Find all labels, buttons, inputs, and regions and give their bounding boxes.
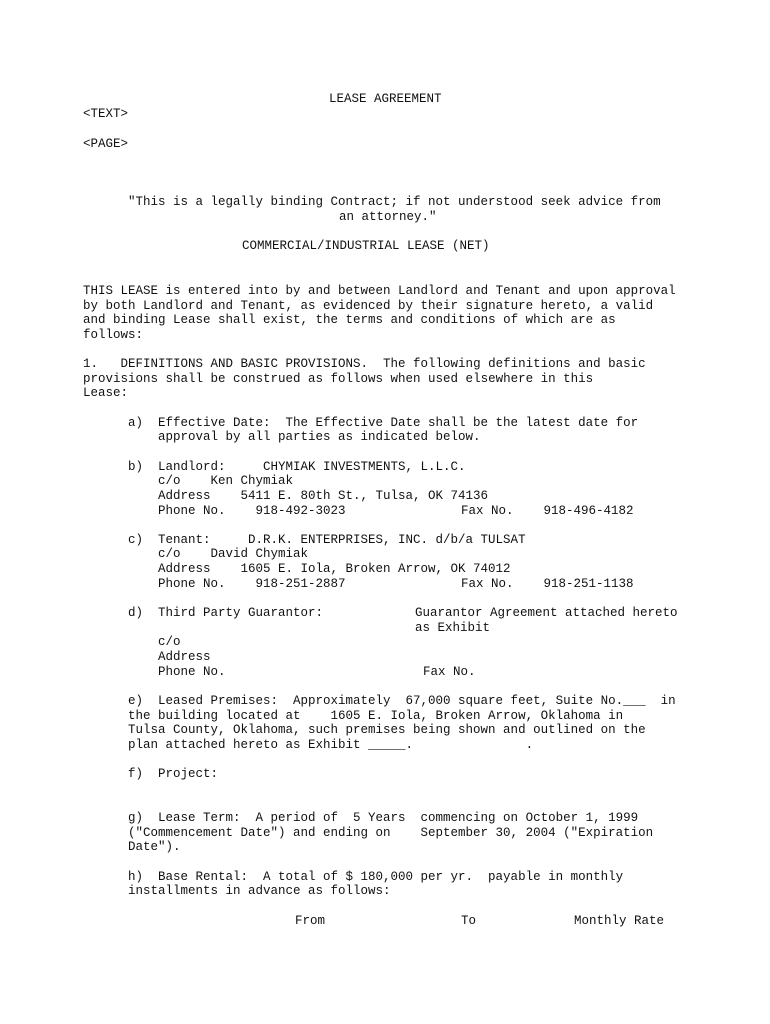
item-d-address: Address — [128, 650, 211, 664]
item-c-fax: Fax No. 918-251-1138 — [461, 577, 634, 591]
lease-subtitle: COMMERCIAL/INDUSTRIAL LEASE (NET) — [242, 239, 490, 253]
item-b-phone: Phone No. 918-492-3023 — [128, 504, 346, 518]
item-f-project: f) Project: — [128, 767, 219, 781]
intro-line: by both Landlord and Tenant, as evidenced by their signature hereto, a valid — [83, 299, 654, 313]
rent-table-header-from: From — [295, 914, 326, 928]
item-a-effective-date: a) Effective Date: The Effective Date shall be the latest date for — [128, 416, 639, 430]
item-c-care-of: c/o David Chymiak — [128, 547, 309, 561]
item-h-base-rental: h) Base Rental: A total of $ 180,000 per yr. payable in monthly — [128, 870, 624, 884]
intro-line: follows: — [83, 328, 144, 342]
item-c-tenant: c) Tenant: D.R.K. ENTERPRISES, INC. d/b/a TULSAT — [128, 533, 526, 547]
item-d-phone: Phone No. — [128, 665, 226, 679]
item-e-line: Tulsa County, Oklahoma, such premises being shown and outlined on the — [128, 723, 646, 737]
item-e-leased-premises: e) Leased Premises: Approximately 67,000 square feet, Suite No.___ in — [128, 694, 676, 708]
document-title: LEASE AGREEMENT — [329, 92, 442, 106]
section-1-line: provisions shall be construed as follows when used elsewhere in this — [83, 372, 594, 386]
text-tag: <TEXT> — [83, 107, 129, 121]
rent-table-header-rate: Monthly Rate — [574, 914, 665, 928]
legal-notice-line-2: an attorney." — [339, 210, 437, 224]
section-1-heading: 1. DEFINITIONS AND BASIC PROVISIONS. The following definitions and basic — [83, 357, 646, 371]
item-g-lease-term: g) Lease Term: A period of 5 Years commencing on October 1, 1999 — [128, 811, 639, 825]
item-b-care-of: c/o Ken Chymiak — [128, 474, 294, 488]
item-a-line: approval by all parties as indicated below. — [128, 430, 481, 444]
item-c-phone: Phone No. 918-251-2887 — [128, 577, 346, 591]
intro-line: THIS LEASE is entered into by and between Landlord and Tenant and upon approval — [83, 284, 676, 298]
item-g-line: ("Commencement Date") and ending on September 30, 2004 ("Expiration — [128, 826, 654, 840]
item-e-line: the building located at 1605 E. Iola, Broken Arrow, Oklahoma in — [128, 709, 624, 723]
item-b-address: Address 5411 E. 80th St., Tulsa, OK 74136 — [128, 489, 489, 503]
item-g-line: Date"). — [128, 840, 181, 854]
item-h-line: installments in advance as follows: — [128, 884, 391, 898]
item-d-fax: Fax No. — [423, 665, 476, 679]
item-d-guarantor-text: Guarantor Agreement attached hereto — [415, 606, 678, 620]
item-c-address: Address 1605 E. Iola, Broken Arrow, OK 74012 — [128, 562, 511, 576]
item-d-guarantor-label: d) Third Party Guarantor: — [128, 606, 324, 620]
item-b-fax: Fax No. 918-496-4182 — [461, 504, 634, 518]
item-b-landlord: b) Landlord: CHYMIAK INVESTMENTS, L.L.C. — [128, 460, 466, 474]
item-d-care-of: c/o — [128, 635, 181, 649]
intro-line: and binding Lease shall exist, the terms and conditions of which are as — [83, 313, 616, 327]
rent-table-header-to: To — [461, 914, 477, 928]
legal-notice-line-1: "This is a legally binding Contract; if not understood seek advice from — [128, 195, 661, 209]
page-tag: <PAGE> — [83, 137, 129, 151]
item-e-line: plan attached hereto as Exhibit _____. . — [128, 738, 534, 752]
item-d-guarantor-exhibit: as Exhibit — [415, 621, 491, 635]
section-1-line: Lease: — [83, 386, 129, 400]
